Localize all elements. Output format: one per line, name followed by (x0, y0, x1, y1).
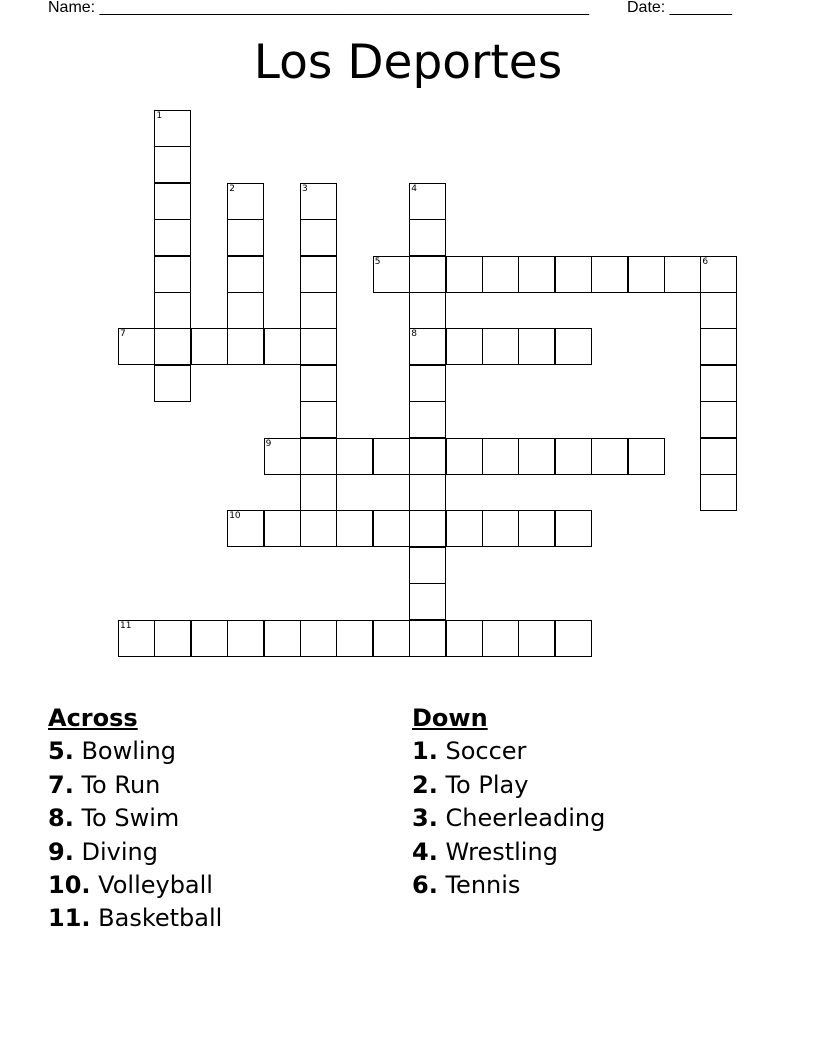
across-clue (48, 802, 222, 835)
crossword-cell[interactable] (409, 620, 446, 657)
down-clue (412, 769, 605, 802)
crossword-cell[interactable] (518, 328, 555, 365)
clue-text: To Play (445, 770, 529, 799)
down-clues (412, 702, 605, 902)
crossword-cell[interactable] (409, 292, 446, 329)
crossword-cell[interactable] (373, 510, 410, 547)
crossword-cell[interactable] (336, 438, 373, 475)
crossword-cell[interactable] (300, 438, 337, 475)
crossword-cell[interactable] (409, 219, 446, 256)
crossword-cell[interactable] (409, 547, 446, 584)
clue-number: 7. (48, 770, 74, 799)
clue-number: 5 (374, 256, 381, 267)
crossword-cell[interactable] (227, 510, 264, 547)
date-field[interactable]: Date: _______ (627, 0, 732, 16)
crossword-cell[interactable] (154, 256, 191, 293)
crossword-cell[interactable] (300, 256, 337, 293)
crossword-cell[interactable] (154, 219, 191, 256)
crossword-cell[interactable] (373, 438, 410, 475)
crossword-cell[interactable] (373, 620, 410, 657)
crossword-cell[interactable] (700, 474, 737, 511)
clue-text: Bowling (81, 737, 177, 766)
crossword-cell[interactable] (700, 256, 737, 293)
crossword-cell[interactable] (700, 438, 737, 475)
crossword-cell[interactable] (700, 365, 737, 402)
crossword-cell[interactable] (300, 219, 337, 256)
crossword-cell[interactable] (446, 328, 483, 365)
clue-number: 2 (229, 183, 235, 194)
crossword-cell[interactable] (446, 256, 483, 293)
clue-text: Tennis (445, 871, 521, 900)
crossword-cell[interactable] (191, 328, 228, 365)
across-heading: Across (48, 704, 138, 732)
crossword-cell[interactable] (227, 256, 264, 293)
crossword-cell[interactable] (409, 365, 446, 402)
crossword-cell[interactable] (154, 365, 191, 402)
crossword-cell[interactable] (409, 183, 446, 220)
crossword-cell[interactable] (300, 474, 337, 511)
clue-number: 1. (412, 737, 438, 766)
name-field[interactable]: Name: _______________________________________________________ (48, 0, 589, 16)
clue-number: 1 (156, 111, 163, 121)
crossword-cell[interactable] (518, 256, 555, 293)
clue-number: 9. (48, 837, 74, 866)
crossword-cell[interactable] (264, 438, 301, 475)
crossword-cell[interactable] (409, 474, 446, 511)
clue-number: 11 (120, 620, 132, 631)
clue-number: 11. (48, 904, 91, 933)
crossword-cell[interactable] (300, 328, 337, 365)
crossword-cell[interactable] (482, 510, 519, 547)
crossword-cell[interactable] (518, 510, 555, 547)
across-clue (48, 836, 222, 869)
clue-number: 9 (265, 438, 272, 449)
clue-text: To Run (81, 770, 161, 799)
crossword-cell[interactable] (154, 183, 191, 220)
crossword-cell[interactable] (118, 620, 155, 657)
crossword-cell[interactable] (482, 328, 519, 365)
crossword-cell[interactable] (482, 620, 519, 657)
clue-number: 3. (412, 804, 438, 833)
down-heading: Down (412, 704, 488, 732)
crossword-cell[interactable] (446, 438, 483, 475)
crossword-cell[interactable] (264, 328, 301, 365)
crossword-cell[interactable] (227, 292, 264, 329)
crossword-cell[interactable] (664, 256, 701, 293)
crossword-cell[interactable] (300, 292, 337, 329)
clue-text: Volleyball (98, 871, 213, 900)
crossword-cell[interactable] (482, 256, 519, 293)
crossword-cell[interactable] (154, 146, 191, 183)
crossword-cell[interactable] (555, 438, 592, 475)
crossword-cell[interactable] (555, 328, 592, 365)
clue-number: 10. (48, 871, 91, 900)
down-clue (412, 802, 605, 835)
crossword-cell[interactable] (409, 510, 446, 547)
clue-number: 10 (229, 511, 241, 522)
clue-text: Diving (81, 837, 158, 866)
crossword-cell[interactable] (591, 438, 628, 475)
crossword-cell[interactable] (628, 256, 665, 293)
crossword-cell[interactable] (482, 438, 519, 475)
crossword-cell[interactable] (700, 401, 737, 438)
clue-number: 3 (302, 183, 308, 194)
down-clue (412, 735, 605, 768)
crossword-cell[interactable] (191, 620, 228, 657)
crossword-cell[interactable] (555, 620, 592, 657)
clue-number: 5. (48, 737, 74, 766)
clue-number: 2. (412, 770, 438, 799)
across-clue (48, 769, 222, 802)
crossword-cell[interactable] (264, 620, 301, 657)
crossword-cell[interactable] (227, 219, 264, 256)
across-clue (48, 735, 222, 768)
crossword-cell[interactable] (555, 510, 592, 547)
crossword-cell[interactable] (518, 620, 555, 657)
crossword-cell[interactable] (227, 183, 264, 220)
clue-number: 8 (411, 329, 417, 340)
crossword-cell[interactable] (409, 328, 446, 365)
down-clue (412, 869, 605, 902)
clue-number: 8. (48, 804, 74, 833)
crossword-cell[interactable] (700, 328, 737, 365)
crossword-cell[interactable] (118, 328, 155, 365)
clue-number: 6. (412, 871, 438, 900)
crossword-cell[interactable] (300, 365, 337, 402)
page-title: Los Deportes (253, 35, 563, 90)
crossword-cell[interactable] (154, 292, 191, 329)
across-clue (48, 869, 222, 902)
across-clues (48, 702, 222, 936)
clue-text: Cheerleading (445, 804, 606, 833)
crossword-cell[interactable] (336, 620, 373, 657)
crossword-cell[interactable] (628, 438, 665, 475)
crossword-cell[interactable] (227, 620, 264, 657)
clue-text: To Swim (81, 804, 180, 833)
crossword-cell[interactable] (700, 292, 737, 329)
crossword-cell[interactable] (518, 438, 555, 475)
crossword-cell[interactable] (264, 510, 301, 547)
crossword-cell[interactable] (300, 510, 337, 547)
down-clue (412, 836, 605, 869)
across-clue (48, 902, 222, 935)
crossword-cell[interactable] (409, 401, 446, 438)
crossword-cell[interactable] (373, 256, 410, 293)
crossword-cell[interactable] (446, 510, 483, 547)
crossword-cell[interactable] (154, 328, 191, 365)
clue-number: 7 (120, 329, 126, 340)
clue-text: Soccer (445, 737, 527, 766)
crossword-cell[interactable] (409, 438, 446, 475)
crossword-cell[interactable] (446, 620, 483, 657)
crossword-cell[interactable] (154, 620, 191, 657)
crossword-cell[interactable] (300, 620, 337, 657)
clue-text: Basketball (98, 904, 223, 933)
crossword-cell[interactable] (300, 401, 337, 438)
crossword-cell[interactable] (409, 583, 446, 620)
crossword-cell[interactable] (336, 510, 373, 547)
crossword-cell[interactable] (591, 256, 628, 293)
clue-text: Wrestling (445, 837, 558, 866)
clue-number: 6 (702, 256, 709, 267)
crossword-cell[interactable] (555, 256, 592, 293)
clue-number: 4 (411, 183, 417, 194)
crossword-cell[interactable] (227, 328, 264, 365)
crossword-cell[interactable] (154, 110, 191, 147)
crossword-cell[interactable] (409, 256, 446, 293)
crossword-cell[interactable] (300, 183, 337, 220)
clue-number: 4. (412, 837, 438, 866)
